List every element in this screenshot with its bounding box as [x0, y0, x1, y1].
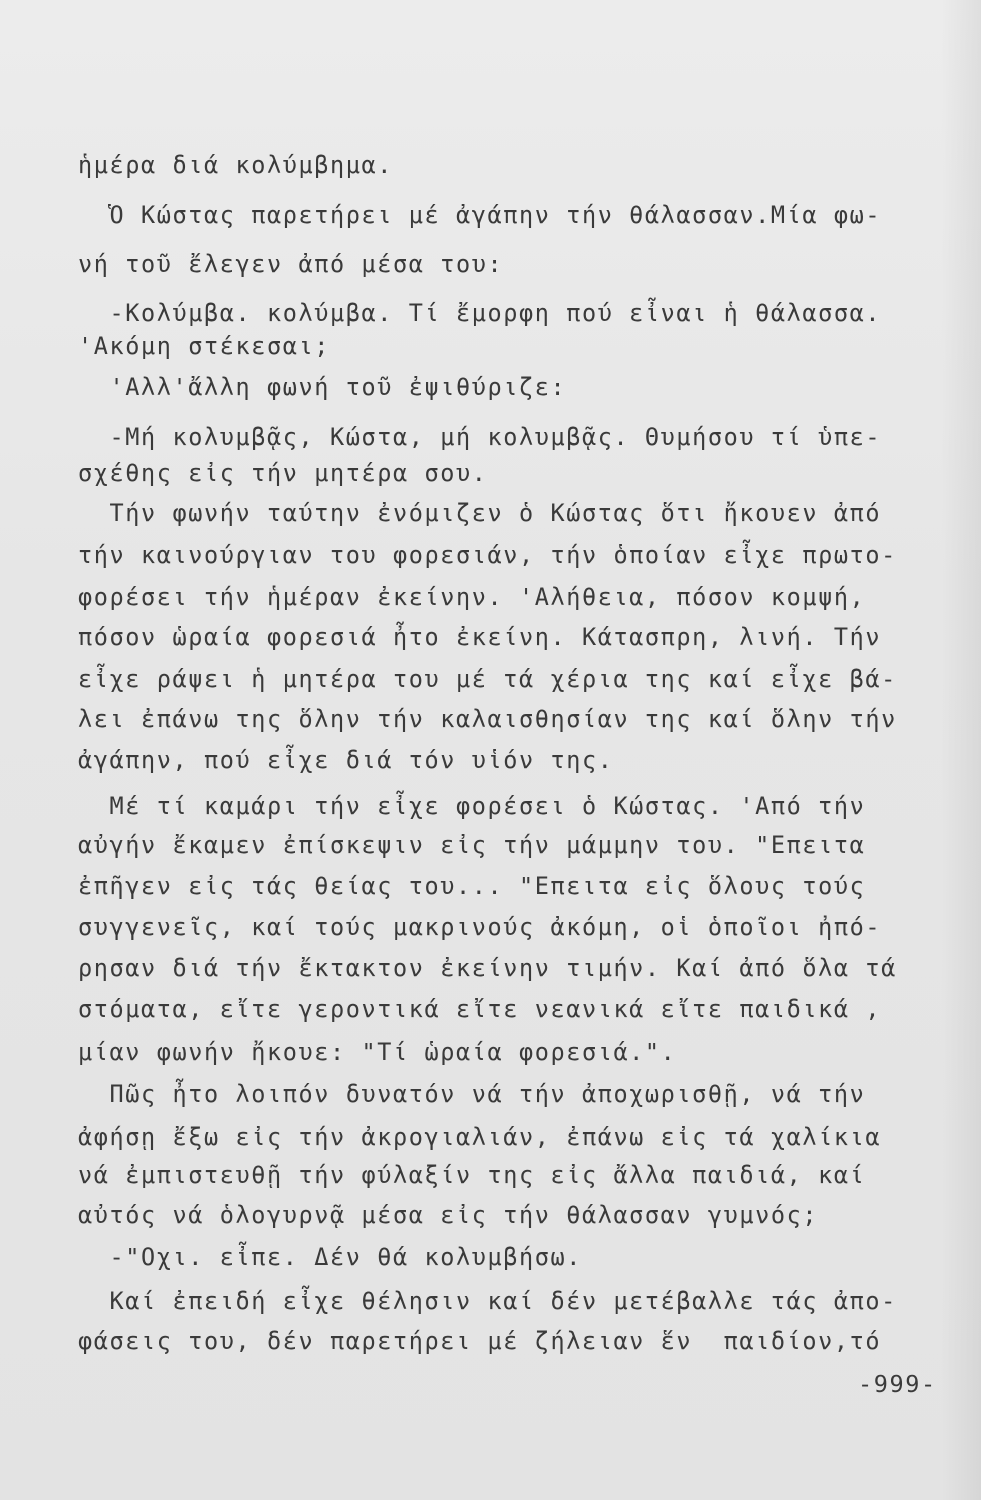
- text-line: Καί ἐπειδή εἶχε θέλησιν καί δέν μετέβαλλε τάς ἀπο-: [78, 1287, 897, 1315]
- text-line: ρησαν διά τήν ἔκτακτον ἐκείνην τιμήν. Καί ἀπό ὅλα τά: [78, 954, 897, 982]
- text-line: Πῶς ἦτο λοιπόν δυνατόν νά τήν ἀποχωρισθῇ, νά τήν: [78, 1080, 866, 1108]
- text-line: λει ἐπάνω της ὅλην τήν καλαισθησίαν της καί ὅλην τήν: [78, 705, 897, 733]
- text-line: -Κολύμβα. κολύμβα. Τί ἔμορφη πού εἶναι ἡ θάλασσα.: [78, 299, 882, 327]
- text-line: Ὁ Κώστας παρετήρει μέ ἀγάπην τήν θάλασσαν.Μία φω-: [78, 201, 882, 229]
- page-number: -999-: [858, 1370, 937, 1398]
- text-line: νά ἐμπιστευθῇ τήν φύλαξίν της εἰς ἄλλα παιδιά, καί: [78, 1161, 866, 1189]
- text-line: ἐπῆγεν εἰς τάς θείας του... "Επειτα εἰς ὅλους τούς: [78, 872, 866, 900]
- text-line: 'Αλλ'ἄλλη φωνή τοῦ ἐψιθύριζε:: [78, 373, 567, 401]
- text-line: ἀγάπην, πού εἶχε διά τόν υἱόν της.: [78, 746, 614, 774]
- text-line: φάσεις του, δέν παρετήρει μέ ζήλειαν ἕν παιδίον,τό: [78, 1327, 882, 1355]
- text-line: Τήν φωνήν ταύτην ἐνόμιζεν ὁ Κώστας ὅτι ἤκουεν ἀπό: [78, 499, 882, 527]
- text-line: νή τοῦ ἔλεγεν ἀπό μέσα του:: [78, 250, 504, 278]
- text-line: συγγενεῖς, καί τούς μακρινούς ἀκόμη, οἱ ὁποῖοι ἠπό-: [78, 913, 882, 941]
- text-line: αὐγήν ἔκαμεν ἐπίσκεψιν εἰς τήν μάμμην του. "Επειτα: [78, 831, 866, 859]
- text-line: πόσον ὡραία φορεσιά ἦτο ἐκείνη. Κάτασπρη, λινή. Τήν: [78, 623, 882, 651]
- page-edge-shadow: [941, 0, 981, 1500]
- text-line: 'Ακόμη στέκεσαι;: [78, 332, 330, 360]
- text-line: -"Οχι. εἶπε. Δέν θά κολυμβήσω.: [78, 1243, 582, 1271]
- text-line: τήν καινούργιαν του φορεσιάν, τήν ὁποίαν εἶχε πρωτο-: [78, 541, 897, 569]
- text-line: Μέ τί καμάρι τήν εἶχε φορέσει ὁ Κώστας. 'Από τήν: [78, 792, 866, 820]
- text-line: εἶχε ράψει ἡ μητέρα του μέ τά χέρια της καί εἶχε βά-: [78, 665, 897, 693]
- text-line: -Μή κολυμβᾷς, Κώστα, μή κολυμβᾷς. Θυμήσου τί ὑπε-: [78, 423, 882, 451]
- text-line: ἀφήσῃ ἔξω εἰς τήν ἀκρογιαλιάν, ἐπάνω εἰς τά χαλίκια: [78, 1123, 882, 1151]
- text-line: στόματα, εἴτε γεροντικά εἴτε νεανικά εἴτε παιδικά ,: [78, 995, 882, 1023]
- text-line: ἡμέρα διά κολύμβημα.: [78, 151, 393, 179]
- text-line: μίαν φωνήν ἤκουε: "Τί ὡραία φορεσιά.".: [78, 1038, 677, 1066]
- text-line: φορέσει τήν ἡμέραν ἐκείνην. 'Αλήθεια, πόσον κομψή,: [78, 583, 866, 611]
- text-line: σχέθης εἰς τήν μητέρα σου.: [78, 459, 488, 487]
- text-line: αὐτός νά ὁλογυρνᾷ μέσα εἰς τήν θάλασσαν γυμνός;: [78, 1201, 819, 1229]
